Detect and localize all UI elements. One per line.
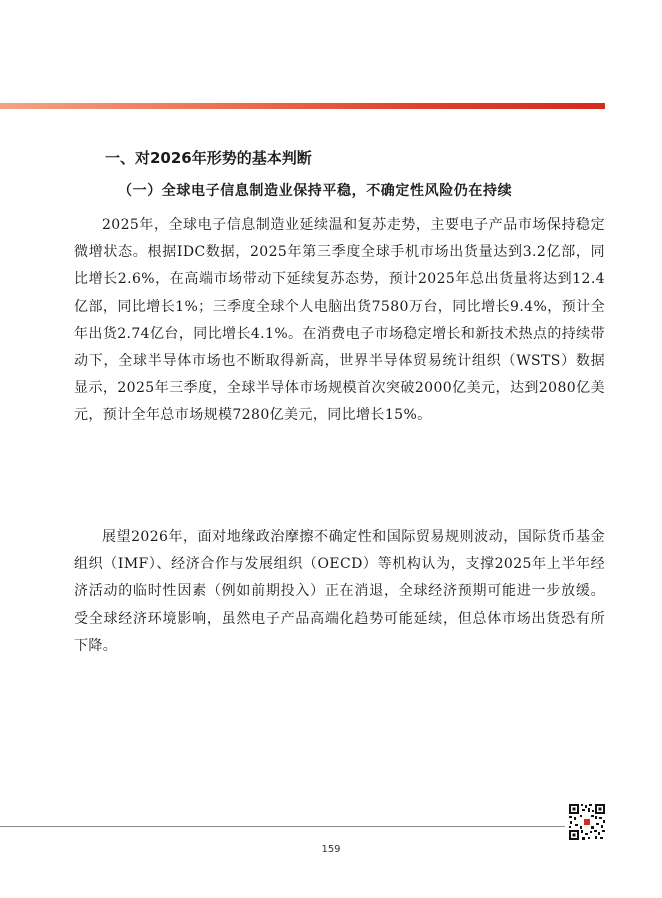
paragraph-market-status: 2025年，全球电子信息制造业延续温和复苏走势，主要电子产品市场保持稳定微增状态。根据IDC数据，2025年第三季度全球手机市场出货量达到3.2亿部，同比增长2.6%，在高端市场带动下延续复苏态势，预计2025年总出货量将达到12.4亿部，同比增长1%；三季度全球个人电脑出货7580万台，同比增长9.4%，预计全年出货2.74亿台，同比增长4.1%。在消费电子市场稳定增长和新技术热点的持续带动下，全球半导体市场也不断取得新高，世界半导体贸易统计组织（WSTS）数据显示，2025年三季度，全球半导体市场规模首次突破2000亿美元，达到2080亿美元，预计全年总市场规模7280亿美元，同比增长15%。 [74,217,605,424]
header-accent-bar [0,103,605,109]
sub-heading: （一）全球电子信息制造业保持平稳，不确定性风险仍在持续 [118,183,513,199]
footer-divider [0,826,565,827]
qr-code-icon [568,803,606,841]
page-number: 159 [321,844,341,855]
section-heading: 一、对2026年形势的基本判断 [105,149,312,167]
paragraph-outlook-2026: 展望2026年，面对地缘政治摩擦不确定性和国际贸易规则波动，国际货币基金组织（IMF）、经济合作与发展组织（OECD）等机构认为，支撑2025年上半年经济活动的临时性因素（例如前期投入）正在消退，全球经济预期可能进一步放缓。受全球经济环境影响，虽然电子产品高端化趋势可能延续，但总体市场出货恐有所下降。 [74,529,605,654]
